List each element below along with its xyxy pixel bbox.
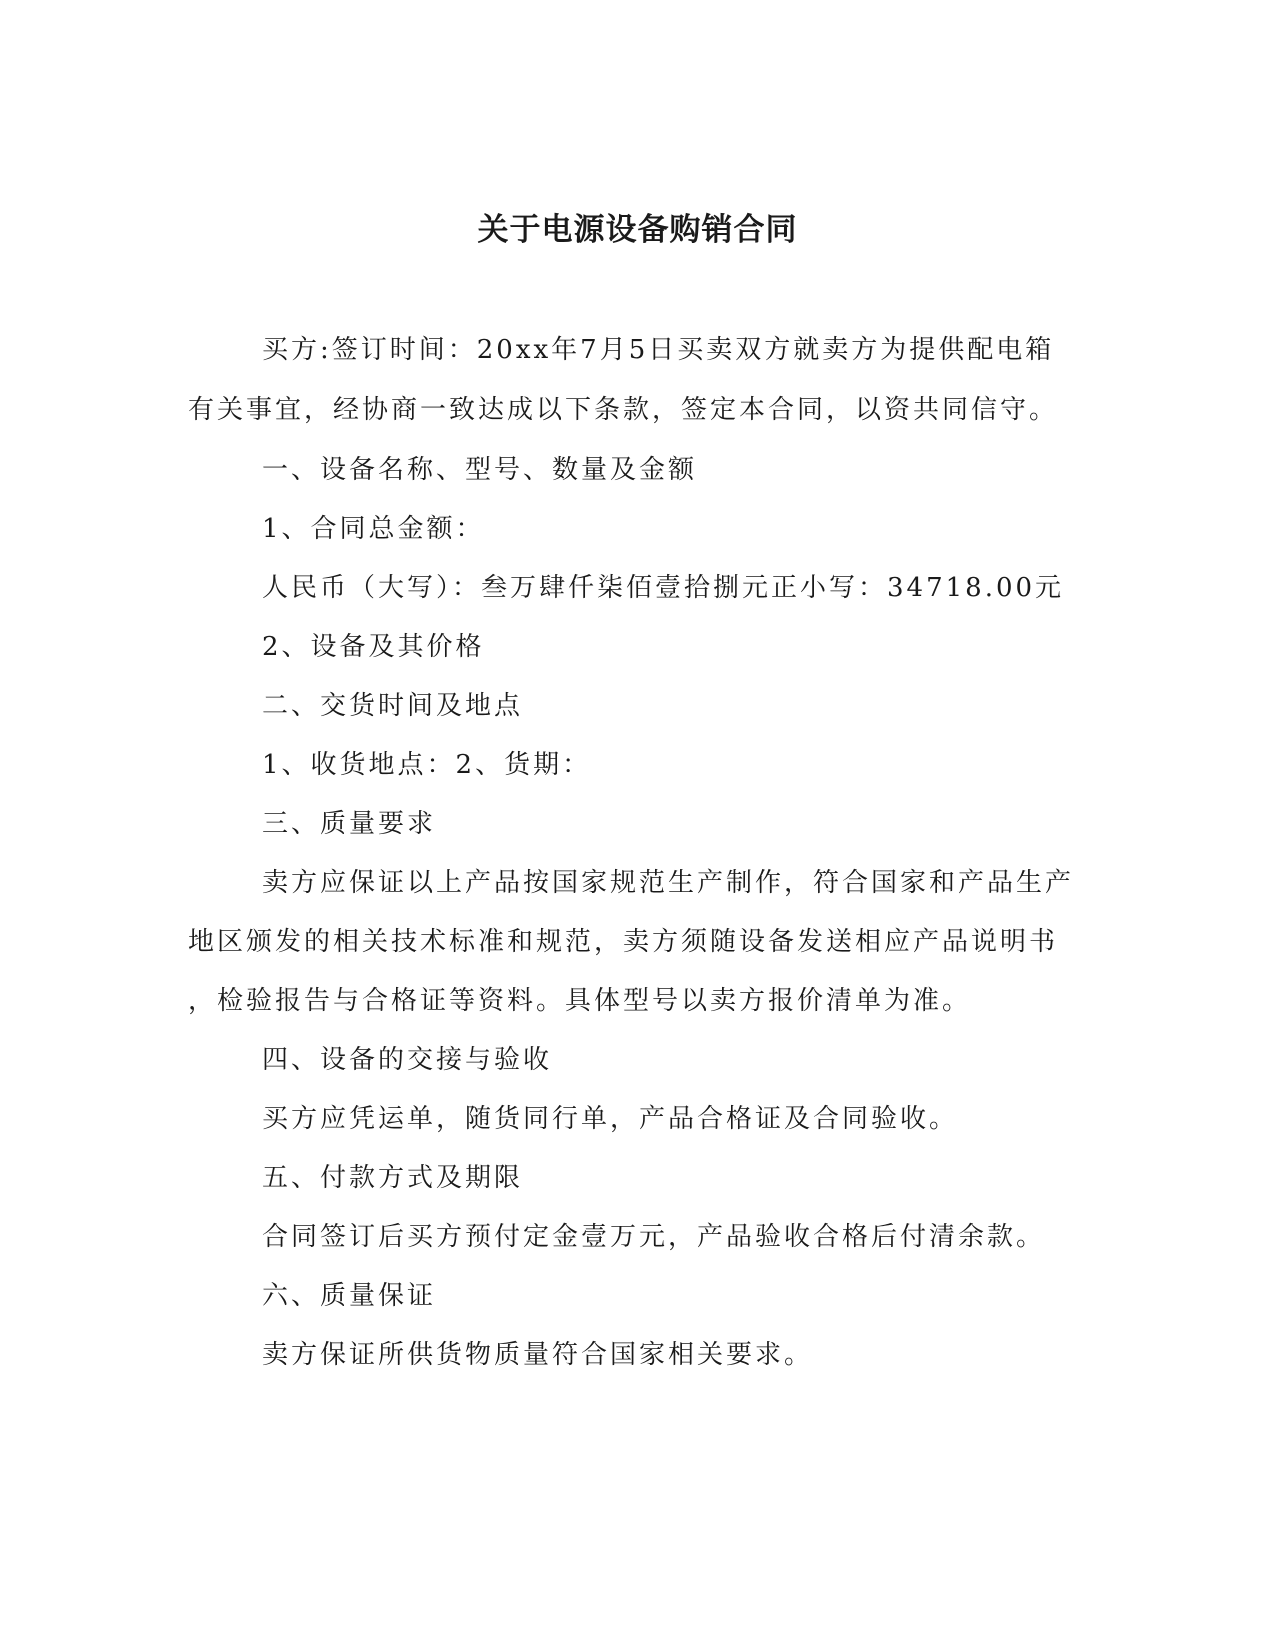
clause-total-amount: 1、合同总金额： xyxy=(262,514,485,544)
paragraph-intro-line-2: 有关事宜，经协商一致达成以下条款，签定本合同，以资共同信守。 xyxy=(188,395,1059,425)
clause-amount-rmb: 人民币（大写）：叁万肆仟柒佰壹拾捌元正小写：34718.00元 xyxy=(262,573,1065,603)
document-title: 关于电源设备购销合同 xyxy=(477,212,798,248)
paragraph-acceptance: 买方应凭运单，随货同行单，产品合格证及合同验收。 xyxy=(262,1104,959,1134)
paragraph-quality-line-2: 地区颁发的相关技术标准和规范，卖方须随设备发送相应产品说明书 xyxy=(188,927,1059,957)
section-heading-3: 三、质量要求 xyxy=(262,809,437,839)
clause-equipment-price: 2、设备及其价格 xyxy=(262,632,485,662)
paragraph-intro-line-1: 买方:签订时间：20xx年7月5日买卖双方就卖方为提供配电箱 xyxy=(262,335,1055,365)
paragraph-payment: 合同签订后买方预付定金壹万元，产品验收合格后付清余款。 xyxy=(262,1222,1046,1252)
section-heading-6: 六、质量保证 xyxy=(262,1281,437,1311)
section-heading-5: 五、付款方式及期限 xyxy=(262,1163,524,1193)
paragraph-guarantee: 卖方保证所供货物质量符合国家相关要求。 xyxy=(262,1340,814,1370)
clause-delivery: 1、收货地点：2、货期： xyxy=(262,750,592,780)
paragraph-quality-line-3: ，检验报告与合格证等资料。具体型号以卖方报价清单为准。 xyxy=(188,986,972,1016)
section-heading-2: 二、交货时间及地点 xyxy=(262,691,524,721)
section-heading-4: 四、设备的交接与验收 xyxy=(262,1045,553,1075)
paragraph-quality-line-1: 卖方应保证以上产品按国家规范生产制作，符合国家和产品生产 xyxy=(262,868,1075,898)
section-heading-1: 一、设备名称、型号、数量及金额 xyxy=(262,455,698,485)
